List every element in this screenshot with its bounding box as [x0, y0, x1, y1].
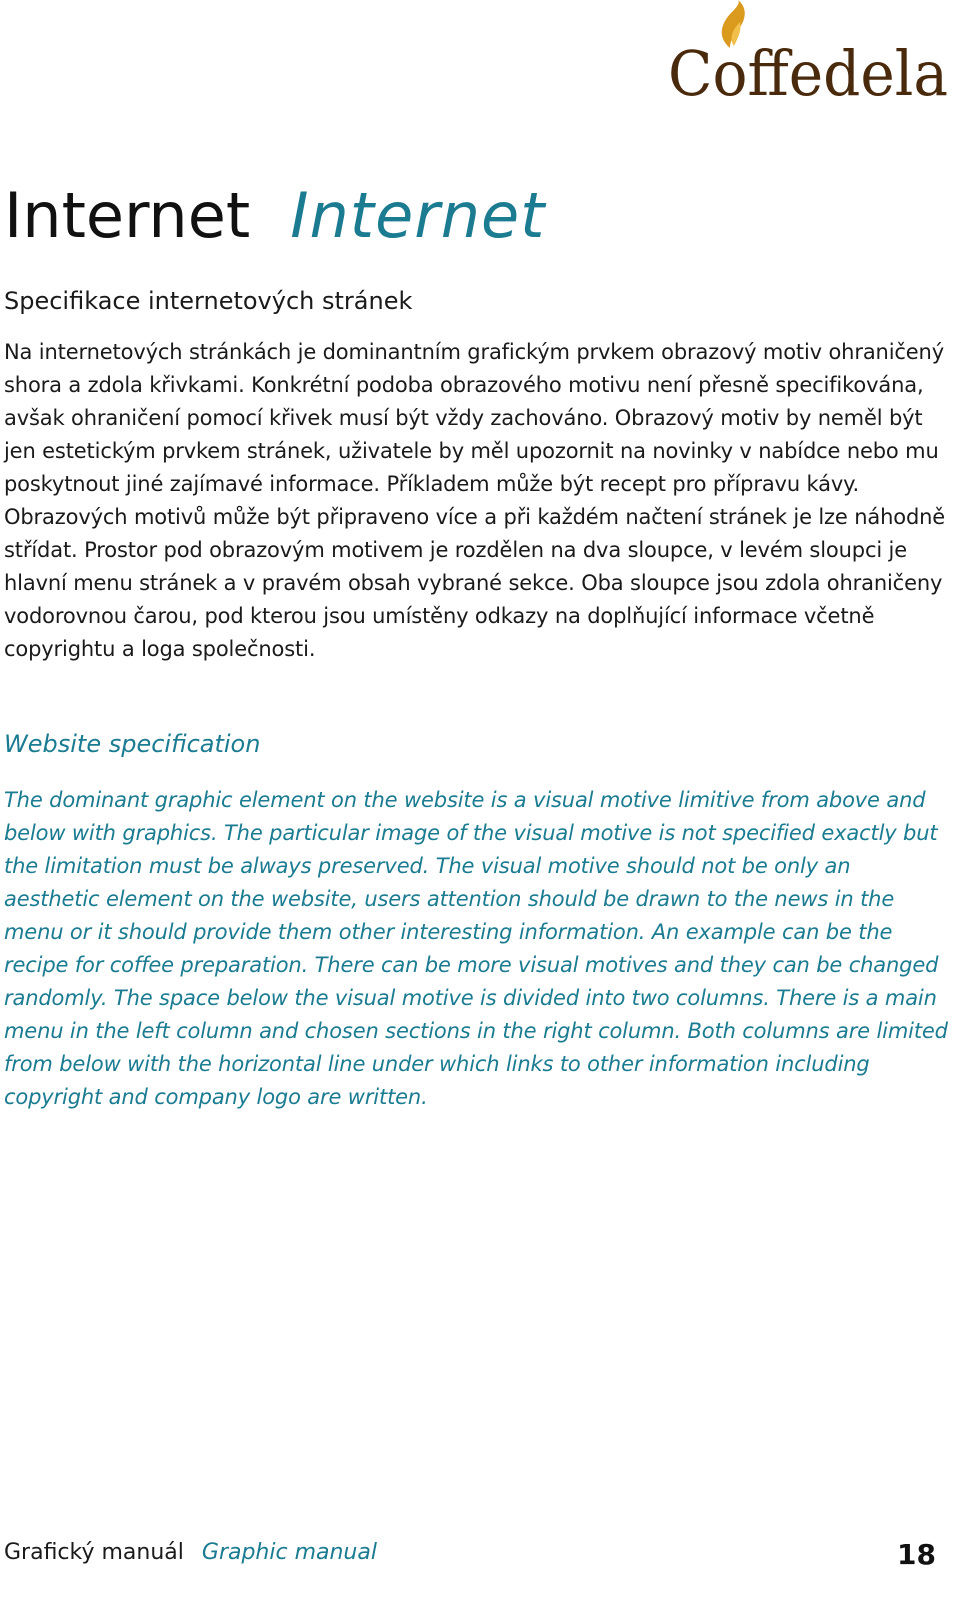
section-body-cz: Na internetových stránkách je dominantním grafickým prvkem obrazový motiv ohraničený shora a zdola křivkami. Konkrétní podoba obrazového motivu není přesně specifikována, avšak ohraničení pomocí křivek musí být vždy zachováno. Obrazový motiv by neměl být jen estetickým prvkem stránek, uživatele by měl upozornit na novinky v nabídce nebo mu poskytnout jiné zajímavé informace. Příkladem může být recept pro přípravu kávy. Obrazových motivů může být připraveno více a při každém načtení stránek je lze náhodně střídat. Prostor pod obrazovým motivem je rozdělen na dva sloupce, v levém sloupci je hlavní menu stránek a v pravém obsah vybrané sekce. Oba sloupce jsou zdola ohraničeny vodorovnou čarou, pod kterou jsou umístěny odkazy na doplňující informace včetně copyrightu a loga společnosti. [4, 340, 946, 661]
section-heading-cz: Specifikace internetových stránek [4, 287, 413, 315]
page-title [4, 180, 545, 252]
section-body-en: The dominant graphic element on the website is a visual motive limitive from above and below with graphics. The particular image of the visual motive is not specified exactly but the limitation must be always preserved. The visual motive should not be only an aesthetic element on the website, users attention should be drawn to the news in the menu or it should provide them other interesting information. An example can be the recipe for coffee preparation. There can be more visual motives and they can be changed randomly. The space below the visual motive is divided into two columns. There is a main menu in the left column and chosen sections in the right column. Both columns are limited from below with the horizontal line under which links to other information including copyright and company logo are written. [4, 788, 948, 1109]
logo-wordmark: Coffedela [668, 37, 948, 110]
page-footer [4, 1536, 954, 1570]
page-title-en: Internet [290, 179, 546, 252]
footer-label-en: Graphic manual [201, 1540, 377, 1565]
page-title-cz: Internet [4, 179, 251, 252]
section-heading-en: Website specification [4, 730, 261, 758]
coffedela-logo [668, 0, 953, 118]
page-number: 18 [897, 1538, 936, 1571]
footer-label-cz: Grafický manuál [4, 1540, 184, 1565]
